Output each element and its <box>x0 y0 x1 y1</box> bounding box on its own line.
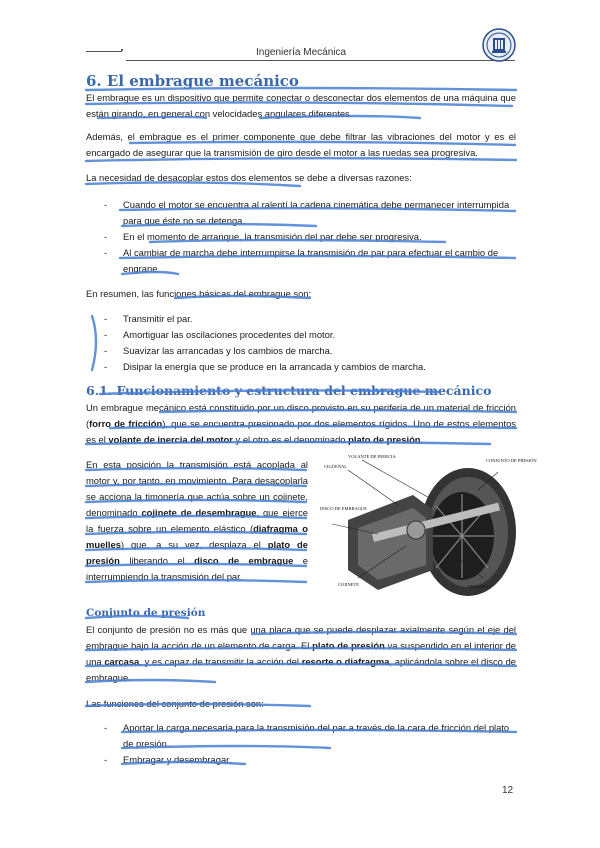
paragraph-reasons-intro: La necesidad de desacoplar estos dos elementos se debe a diversas razones: <box>86 172 412 183</box>
subheading-conjunto: Conjunto de presión <box>86 607 206 619</box>
paragraph-structure: Un embrague mecánico está constituido por un disco provisto en su periferia de un material de fricción (forro de fricción), que se encuentra presionado por dos elementos rígidos. Uno de estos elementos es el volante de inercia del motor y el otro es el denominado plato de presión. <box>86 402 516 445</box>
term-plato: plato de presión <box>348 434 421 445</box>
university-logo-icon <box>482 28 516 62</box>
paragraph-operation: En esta posición la transmisión está acoplada al motor y, por tanto, en movimiento. Para desacoplarla se acciona la timonería que actúa sobre un cojinete, denominado cojinete de desembrague, que ejerce la fuerza sobre un elemento elástico (diafragma o muelles) que, a su vez, desplaza el plato de presión liberando el disco de embrague e interrumpiendo la transmisión del par. <box>86 459 309 582</box>
header-rule <box>126 60 515 61</box>
label-primario: PRIMARIO <box>468 584 491 589</box>
term-cojinete: cojinete de desembrague <box>141 507 257 518</box>
header-dot <box>121 49 123 51</box>
label-conjunto: CONJUNTO DE PRESIÓN <box>486 458 537 463</box>
list-item: - Suavizar las arrancadas y los cambios de marcha. <box>104 343 516 359</box>
label-cojinete: COJINETE <box>338 582 359 587</box>
header-title: Ingeniería Mecánica <box>256 47 347 58</box>
reasons-list <box>104 197 516 277</box>
paragraph-definition: El embrague es un dispositivo que permite conectar o desconectar dos elementos de una máquina que están girando, en general con velocidades angulares diferentes. <box>86 92 516 119</box>
list-item: - Cuando el motor se encuentra al ralentí la cadena cinemática debe permanecer interrumpida para que éste no se detenga. <box>104 197 516 229</box>
paragraph-conjunto-functions: Las funciones del conjunto de presión son: <box>86 698 264 709</box>
list-item: - Amortiguar las oscilaciones procedentes del motor. <box>104 327 516 343</box>
paragraph-conjunto: El conjunto de presión no es más que una placa que se puede desplazar axialmente según el eje del embrague bajo la acción de un elemento de carga. El plato de presión va suspendido en el interior de una carcasa, y es capaz de transmitir la acción del resorte o diafragma, aplicándola sobre el disco de embrague. <box>86 624 517 683</box>
list-item: - En el momento de arranque, la transmisión del par debe ser progresiva. <box>104 229 516 245</box>
conjunto-functions-list <box>104 720 516 768</box>
paragraph-vibrations: Además, el embrague es el primer componente que debe filtrar las vibraciones del motor y es el encargado de asegurar que la transmisión de giro desde el motor a las ruedas sea progresiva. <box>86 131 516 158</box>
list-item: - Transmitir el par. <box>104 311 516 327</box>
term-volante: volante de inercia del motor <box>108 434 233 445</box>
term-plato-3: plato de presión <box>312 640 385 651</box>
clutch-diagram <box>318 450 537 600</box>
term-disco: disco de embrague <box>194 555 294 566</box>
label-volante: VOLANTE DE INERCIA <box>348 454 396 459</box>
term-plato-2: plato de presión <box>86 539 308 566</box>
list-item: - Aportar la carga necesaria para la transmisión del par a través de la cara de fricción del plato de presión. <box>104 720 516 752</box>
term-carcasa: carcasa <box>104 656 140 667</box>
label-disco: DISCO DE EMBRAGUE <box>320 506 368 511</box>
list-item: - Al cambiar de marcha debe interrumpirse la transmisión de par para efectuar el cambio de engrane. <box>104 245 516 277</box>
term-forro: forro de fricción <box>89 418 163 429</box>
list-item: - Embragar y desembragar. <box>104 752 516 768</box>
term-resorte: resorte o diafragma <box>301 656 390 667</box>
bearing-shape <box>407 521 425 539</box>
label-ciguenal: CIGÜEÑAL <box>324 464 347 469</box>
list-item: - Disipar la energía que se produce en la arrancada y cambios de marcha. <box>104 359 516 375</box>
page-number: 12 <box>502 785 514 796</box>
paragraph-summary: En resumen, las funciones básicas del embrague son: <box>86 288 312 299</box>
subsection-heading: 6.1. Funcionamiento y estructura del embrague mecánico <box>86 383 492 398</box>
functions-list <box>104 311 516 375</box>
section-heading: 6. El embrague mecánico <box>86 72 299 90</box>
term-diafragma: diafragma o muelles <box>86 523 309 550</box>
header-left-rule <box>86 51 122 52</box>
